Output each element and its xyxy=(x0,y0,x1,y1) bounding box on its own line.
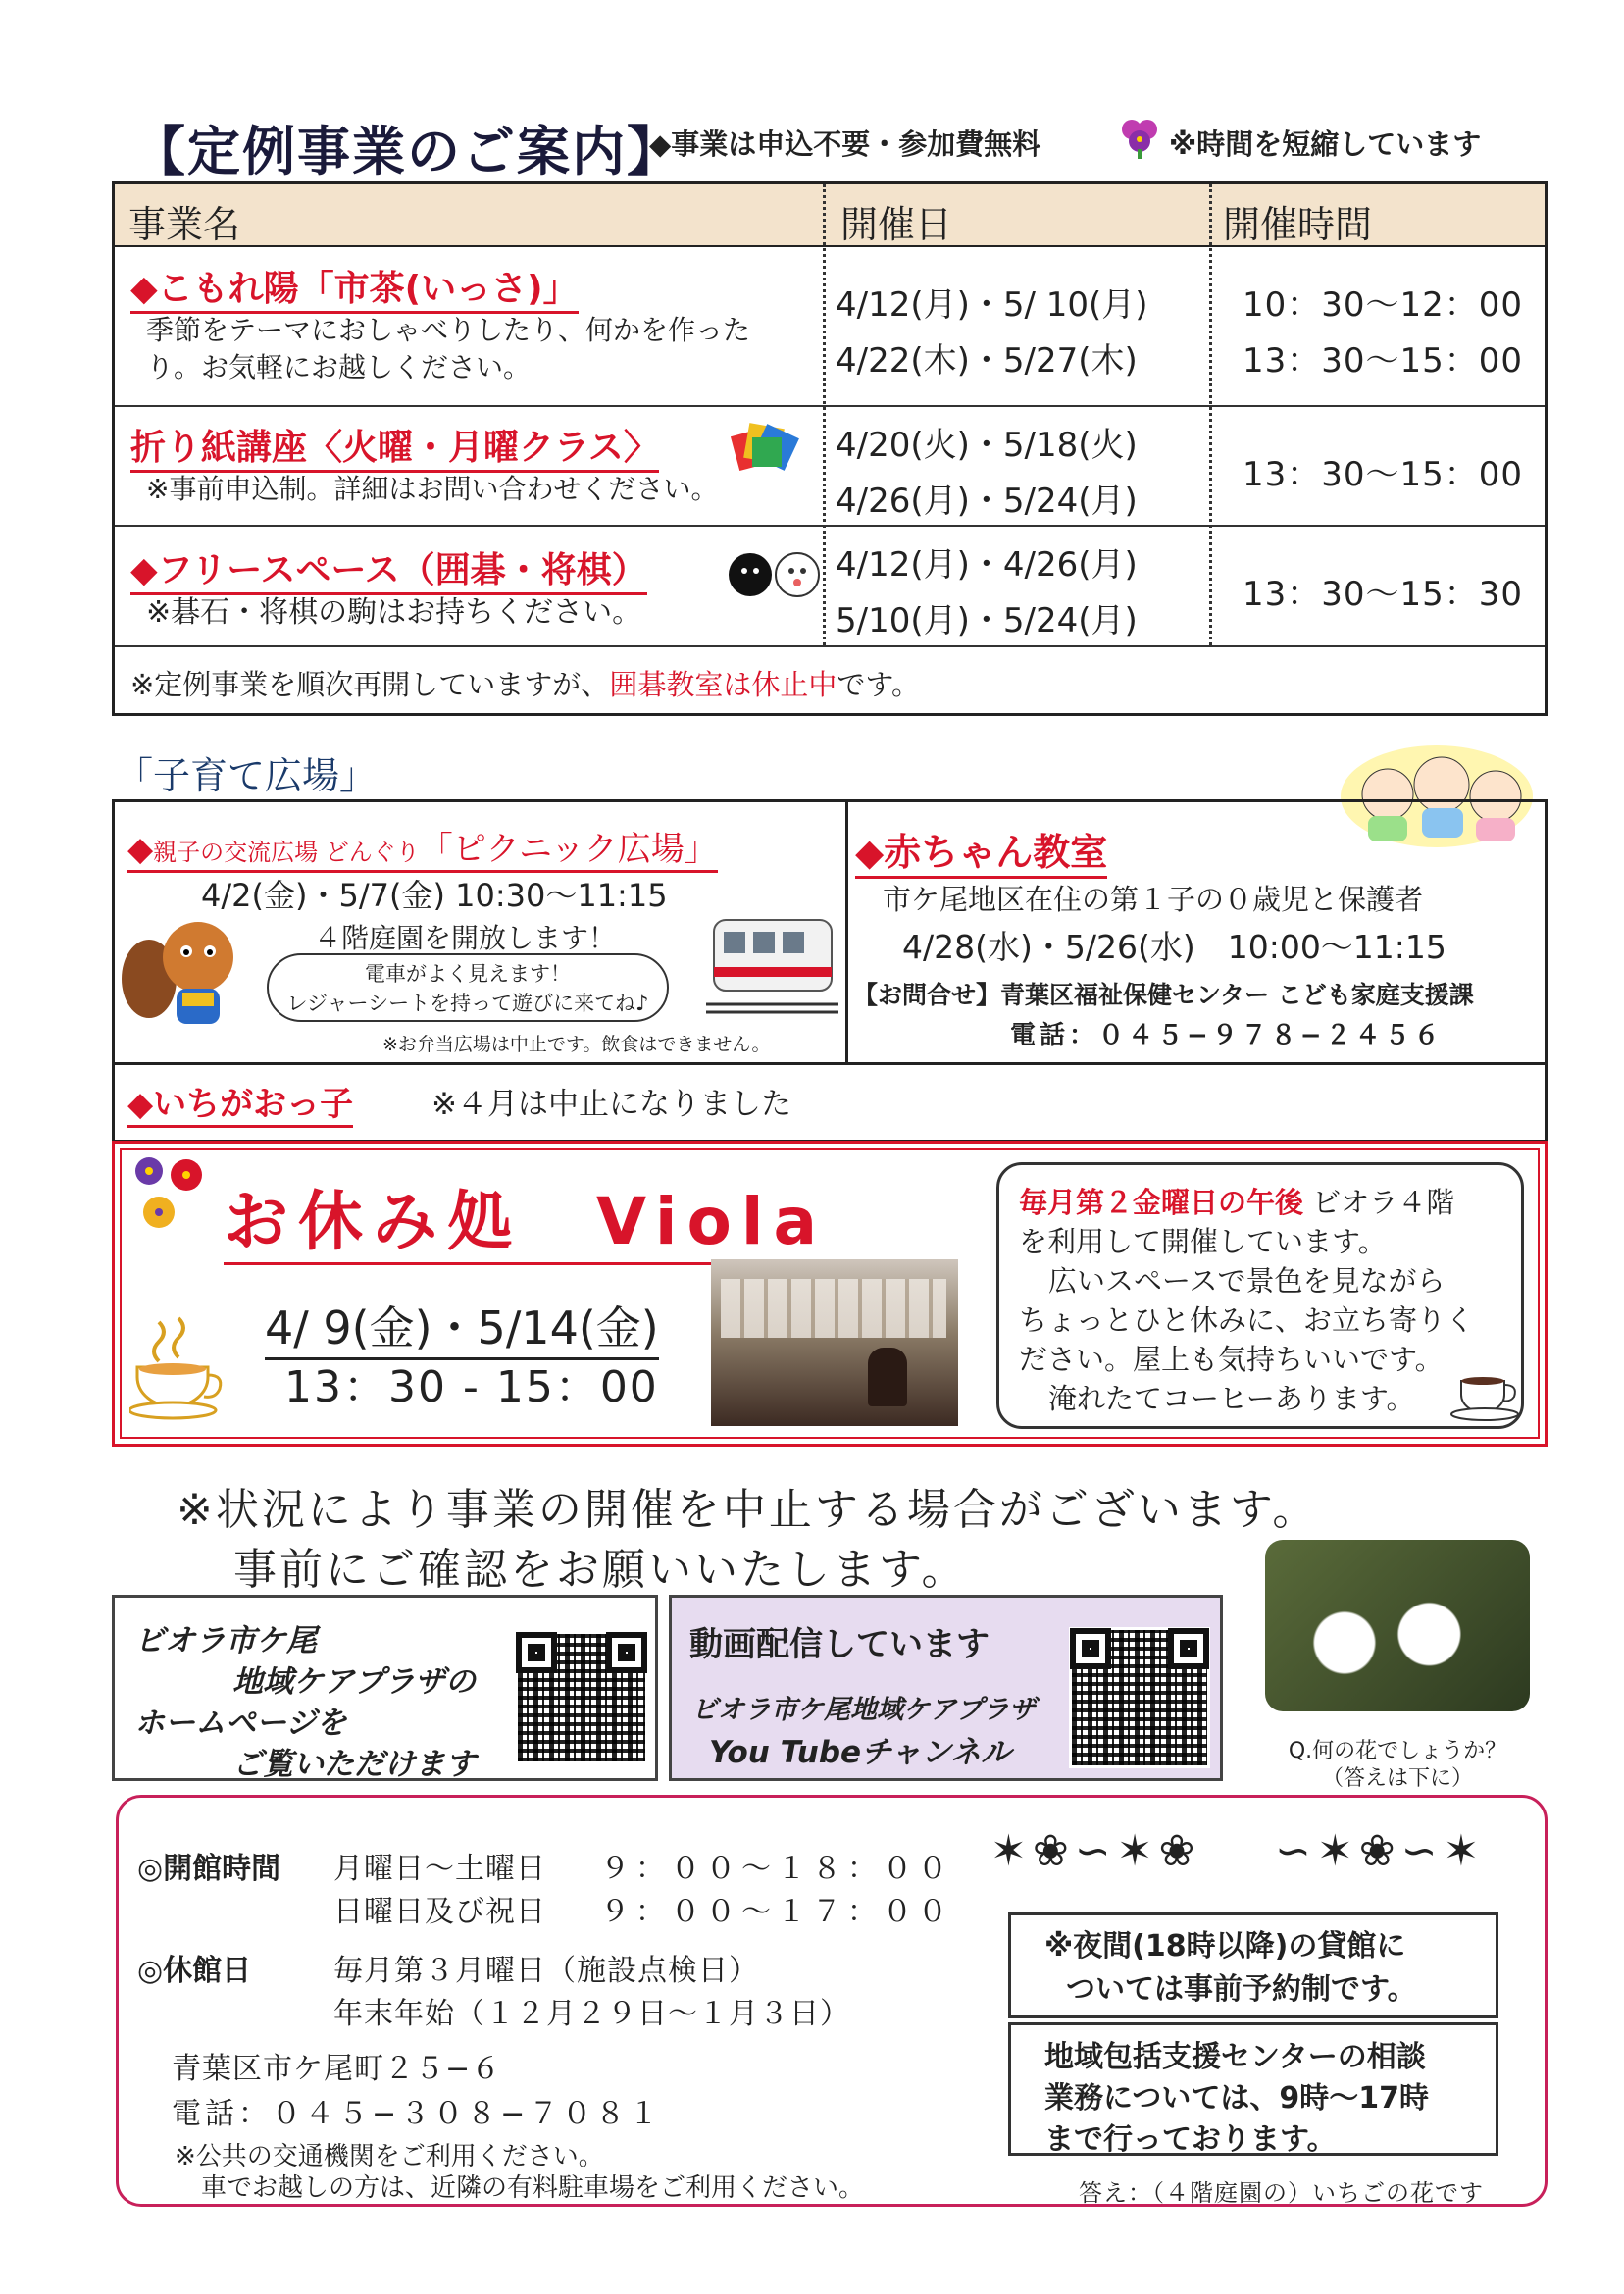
event-time: 10：30〜12：00 xyxy=(1243,285,1524,325)
hours-holiday-time: ９：００〜１７：００ xyxy=(600,1895,953,1929)
header-time: 開催時間 xyxy=(1223,203,1373,246)
homepage-text: 地域ケアプラザの xyxy=(232,1664,476,1700)
viola-title: お休み処 Viola xyxy=(224,1169,827,1265)
event-name-origami: 折り紙講座〈火曜・月曜クラス〉 xyxy=(130,420,659,473)
tea-cup-icon xyxy=(129,1312,228,1420)
picnic-title: ◆親子の交流広場 どんぐり「ピクニック広場」 xyxy=(127,822,718,873)
homepage-text: ご覧いただけます xyxy=(232,1747,476,1782)
squirrel-mascot-icon xyxy=(120,910,252,1033)
homepage-text: ホームページを xyxy=(134,1706,347,1741)
event-time: 13：30〜15：00 xyxy=(1243,455,1524,494)
baby-class-contact: 【お問合せ】青葉区福祉保健センター こども家庭支援課 xyxy=(853,981,1474,1009)
transit-note-2: 車でお越しの方は、近隣の有料駐車場をご利用ください。 xyxy=(201,2173,865,2203)
viola-time: 13：30 - 15：00 xyxy=(284,1362,659,1412)
table-header xyxy=(115,184,1545,247)
origami-paper-icon xyxy=(731,418,799,473)
facility-tel: 電話：０４５−３０８−７０８１ xyxy=(172,2097,663,2131)
baby-class-target: 市ケ尾地区在住の第１子の０歳児と保護者 xyxy=(883,883,1424,916)
ichigao-note: ※４月は中止になりました xyxy=(431,1087,791,1122)
baby-class-date: 4/28(水)・5/26(水) 10:00〜11:15 xyxy=(902,928,1446,966)
header-note-time: ※時間を短縮しています xyxy=(1169,127,1482,161)
event-name-komorebi: ◆こもれ陽「市茶(いっさ)」 xyxy=(130,261,579,314)
train-icon xyxy=(706,910,838,1018)
quiz-answer: 答え：（４階庭園の）いちごの花です xyxy=(1079,2179,1484,2207)
hours-weekday: 月曜日〜土曜日 xyxy=(333,1852,546,1886)
baby-class-title: ◆赤ちゃん教室 xyxy=(855,822,1107,879)
ornament-right-icon: ∽✶❀∽✶ xyxy=(1275,1826,1486,1876)
event-date: 4/12(月)・4/26(月) xyxy=(836,545,1138,585)
closed-label: ◎休館日 xyxy=(137,1954,252,1988)
kosodate-title: 「子育て広場」 xyxy=(116,745,377,802)
viola-date: 4/ 9(金)・5/14(金) xyxy=(265,1293,659,1360)
baby-class-tel: 電話：０４５−９７８−２４５６ xyxy=(1010,1021,1444,1050)
picnic-date: 4/2(金)・5/7(金) 10:30〜11:15 xyxy=(201,877,668,914)
night-rental-box: ※夜間(18時以降)の貸館に ついては事前予約制です。 xyxy=(1008,1912,1498,2018)
youtube-channel-label: You Tubeチャンネル xyxy=(709,1735,1012,1770)
picnic-note: ※お弁当広場は中止です。飲食はできません。 xyxy=(382,1034,771,1055)
header-note: ◆事業は申込不要・参加費無料 xyxy=(649,127,1041,161)
viola-info-box: 毎月第２金曜日の午後 ビオラ４階 を利用して開催しています。 広いスペースで景色を見ながら ちょっとひと休みに、お立ち寄りく ださい。屋上も気持ちいいです。 淹れたてコーヒーあります。 xyxy=(996,1162,1524,1429)
notice-line-2: 事前にご確認をお願いいたします。 xyxy=(233,1545,968,1595)
event-time: 13：30〜15：30 xyxy=(1243,575,1524,614)
cafe-room-photo xyxy=(711,1259,958,1426)
strawberry-flower-photo xyxy=(1265,1540,1530,1711)
hours-weekday-time: ９：００〜１８：００ xyxy=(600,1852,953,1886)
hours-holiday: 日曜日及び祝日 xyxy=(333,1895,546,1929)
event-date: 4/20(火)・5/18(火) xyxy=(836,426,1138,465)
event-desc: ※碁石・将棋の駒はお持ちください。 xyxy=(146,595,642,630)
ichigao-title: ◆いちがおっ子 xyxy=(127,1077,353,1128)
homepage-qr-icon[interactable] xyxy=(515,1631,648,1764)
header-event-name: 事業名 xyxy=(128,203,241,246)
ornament-left-icon: ✶❀∽✶❀ xyxy=(990,1826,1201,1876)
event-name-freespace: ◆フリースペース（囲碁・将棋） xyxy=(130,542,647,595)
table-footnote: ※定例事業を順次再開していますが、囲碁教室は休止中です。 xyxy=(130,668,921,701)
youtube-heading: 動画配信しています xyxy=(689,1625,990,1664)
event-date: 5/10(月)・5/24(月) xyxy=(836,601,1138,640)
homepage-text: ビオラ市ケ尾 xyxy=(134,1623,317,1658)
hours-label: ◎開館時間 xyxy=(137,1852,281,1886)
event-date: 4/22(木)・5/27(木) xyxy=(836,341,1138,381)
youtube-channel-name: ビオラ市ケ尾地域ケアプラザ xyxy=(691,1695,1036,1725)
quiz-caption: Q.何の花でしょうか？ （答えは下に） xyxy=(1288,1739,1507,1791)
speech-bubble: 電車がよく見えます！ レジャーシートを持って遊びに来てね♪ xyxy=(267,953,669,1022)
support-center-box: 地域包括支援センターの相談 業務については、9時〜17時 まで行っております。 xyxy=(1008,2022,1498,2156)
youtube-qr-icon[interactable] xyxy=(1069,1627,1210,1768)
closed-day-2: 年末年始（１２月２９日〜１月３日） xyxy=(333,1997,850,2031)
youtube-link-box[interactable] xyxy=(669,1595,1223,1781)
picnic-open: ４階庭園を開放します！ xyxy=(314,922,617,954)
go-shogi-characters-icon xyxy=(721,545,829,604)
event-desc: り。お気軽にお越しください。 xyxy=(146,351,532,383)
transit-note-1: ※公共の交通機関をご利用ください。 xyxy=(175,2142,604,2171)
event-time: 13：30〜15：00 xyxy=(1243,341,1524,381)
regular-events-table xyxy=(112,181,1548,716)
event-desc: ※事前申込制。詳細はお問い合わせください。 xyxy=(146,473,719,505)
pansy-icon xyxy=(1118,116,1161,159)
notice-line-1: ※状況により事業の開催を中止する場合がございます。 xyxy=(177,1485,1319,1535)
header-date: 開催日 xyxy=(840,203,953,246)
event-date: 4/12(月)・5/ 10(月) xyxy=(836,285,1148,325)
event-date: 4/26(月)・5/24(月) xyxy=(836,482,1138,521)
homepage-link-box[interactable] xyxy=(112,1595,658,1781)
pansy-flowers-icon xyxy=(129,1153,214,1240)
address: 青葉区市ケ尾町２５−６ xyxy=(172,2052,502,2086)
closed-day-1: 毎月第３月曜日（施設点検日） xyxy=(333,1954,759,1988)
section-title: 【定例事業のご案内】 xyxy=(132,121,682,182)
event-desc: 季節をテーマにおしゃべりしたり、何かを作った xyxy=(146,314,751,346)
coffee-cup-icon xyxy=(1449,1371,1528,1422)
